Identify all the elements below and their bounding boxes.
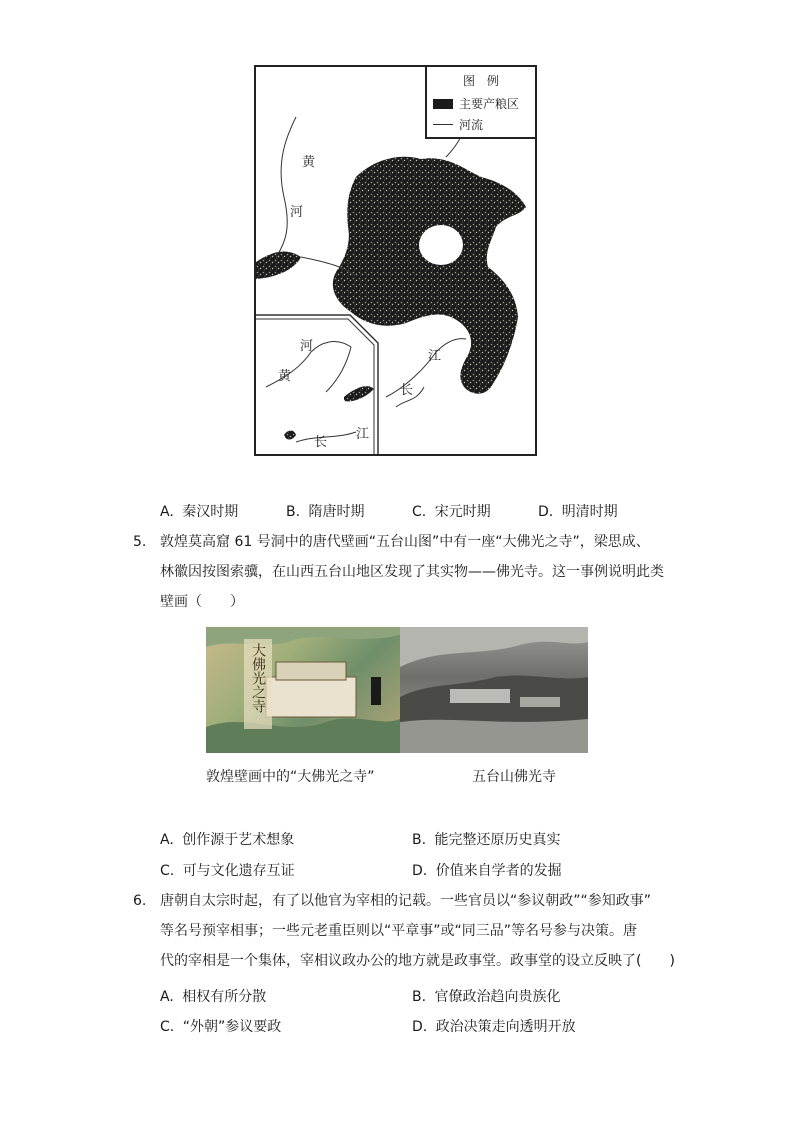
option-text: 官僚政治趋向贵族化 bbox=[434, 989, 561, 1005]
option-letter: C. bbox=[160, 863, 175, 879]
temple-drawing bbox=[400, 627, 588, 753]
option-letter: A. bbox=[160, 989, 174, 1005]
q6-number: 6. bbox=[133, 893, 147, 909]
q4-option-a[interactable] bbox=[160, 501, 238, 521]
option-text: 可与文化遗存互证 bbox=[182, 863, 295, 879]
q5-option-a[interactable] bbox=[160, 829, 294, 849]
option-letter: C. bbox=[160, 1019, 175, 1035]
q4-option-d[interactable] bbox=[538, 501, 618, 521]
option-text: 相权有所分散 bbox=[182, 989, 267, 1005]
caption-mural: 敦煌壁画中的“大佛光之寺” bbox=[206, 769, 375, 785]
q4-option-b[interactable] bbox=[286, 501, 365, 521]
q6-option-d[interactable] bbox=[412, 1016, 576, 1036]
inset-grain bbox=[344, 386, 374, 401]
q6-option-a[interactable] bbox=[160, 986, 266, 1006]
q5-option-d[interactable] bbox=[412, 860, 562, 880]
map-label-chang: 长 bbox=[400, 383, 414, 398]
map-label-he: 河 bbox=[290, 205, 304, 220]
q5-line-1: 敦煌莫高窟 61 号洞中的唐代壁画“五台山图”中有一座“大佛光之寺”，梁思成、 bbox=[160, 534, 650, 550]
option-text: 宋元时期 bbox=[434, 504, 491, 520]
option-letter: C. bbox=[412, 504, 427, 520]
q5-stem bbox=[160, 527, 680, 617]
q6-option-b[interactable] bbox=[412, 986, 561, 1006]
inset-label-huang: 黄 bbox=[278, 369, 292, 384]
river-line-swatch bbox=[433, 124, 453, 125]
q4-option-c[interactable] bbox=[412, 501, 491, 521]
option-text: 明清时期 bbox=[561, 504, 618, 520]
q6-option-c[interactable] bbox=[160, 1016, 281, 1036]
option-text: “外朝”参议要政 bbox=[182, 1019, 282, 1035]
option-text: 价值来自学者的发掘 bbox=[435, 863, 562, 879]
q5-line-2: 林徽因按图索骥，在山西五台山地区发现了其实物——佛光寺。这一事例说明此类 bbox=[160, 564, 664, 580]
foguang-temple-photo bbox=[400, 627, 588, 753]
q6-line-3: 代的宰相是一个集体，宰相议政办公的地方就是政事堂。政事堂的设立反映了( ) bbox=[160, 953, 675, 969]
map-legend bbox=[425, 67, 535, 139]
option-letter: B. bbox=[286, 504, 301, 520]
legend-river-row bbox=[433, 116, 483, 133]
option-letter: D. bbox=[538, 504, 554, 520]
mural-inscription: 大佛光之寺 bbox=[250, 643, 266, 713]
option-text: 秦汉时期 bbox=[182, 504, 239, 520]
option-letter: A. bbox=[160, 832, 174, 848]
q5-number: 5. bbox=[133, 534, 147, 550]
legend-grain-label: 主要产粮区 bbox=[459, 97, 520, 111]
option-letter: D. bbox=[412, 1019, 428, 1035]
q6-line-1: 唐朝自太宗时起，有了以他官为宰相的记载。一些官员以“参议朝政”“参知政事” bbox=[160, 893, 652, 909]
inset-label-jiang: 江 bbox=[356, 427, 370, 442]
option-letter: B. bbox=[412, 989, 427, 1005]
option-text: 政治决策走向透明开放 bbox=[435, 1019, 576, 1035]
legend-grain-row bbox=[433, 95, 519, 112]
q5-line-3: 壁画（ ） bbox=[160, 594, 244, 610]
option-letter: A. bbox=[160, 504, 174, 520]
option-letter: B. bbox=[412, 832, 427, 848]
q5-option-c[interactable] bbox=[160, 860, 295, 880]
inset-label-he: 河 bbox=[300, 339, 314, 354]
mural-drawing bbox=[206, 627, 400, 753]
option-text: 隋唐时期 bbox=[308, 504, 365, 520]
q6-line-2: 等名号预宰相事；一些元老重臣则以“平章事”或“同三品”等名号参与决策。唐 bbox=[160, 923, 638, 939]
grain-region-map bbox=[254, 65, 537, 456]
map-label-jiang: 江 bbox=[428, 349, 442, 364]
map-label-huang: 黄 bbox=[302, 155, 316, 170]
option-letter: D. bbox=[412, 863, 428, 879]
legend-title: 图 例 bbox=[463, 74, 503, 88]
q5-option-b[interactable] bbox=[412, 829, 561, 849]
caption-temple: 五台山佛光寺 bbox=[472, 769, 556, 785]
west-grain-strip bbox=[256, 252, 301, 279]
q6-stem bbox=[160, 886, 680, 976]
grain-swatch bbox=[433, 99, 453, 109]
option-text: 能完整还原历史真实 bbox=[434, 832, 561, 848]
option-text: 创作源于艺术想象 bbox=[182, 832, 295, 848]
inset-label-chang: 长 bbox=[314, 435, 328, 450]
legend-river-label: 河流 bbox=[459, 118, 484, 132]
mural-image bbox=[206, 627, 400, 753]
